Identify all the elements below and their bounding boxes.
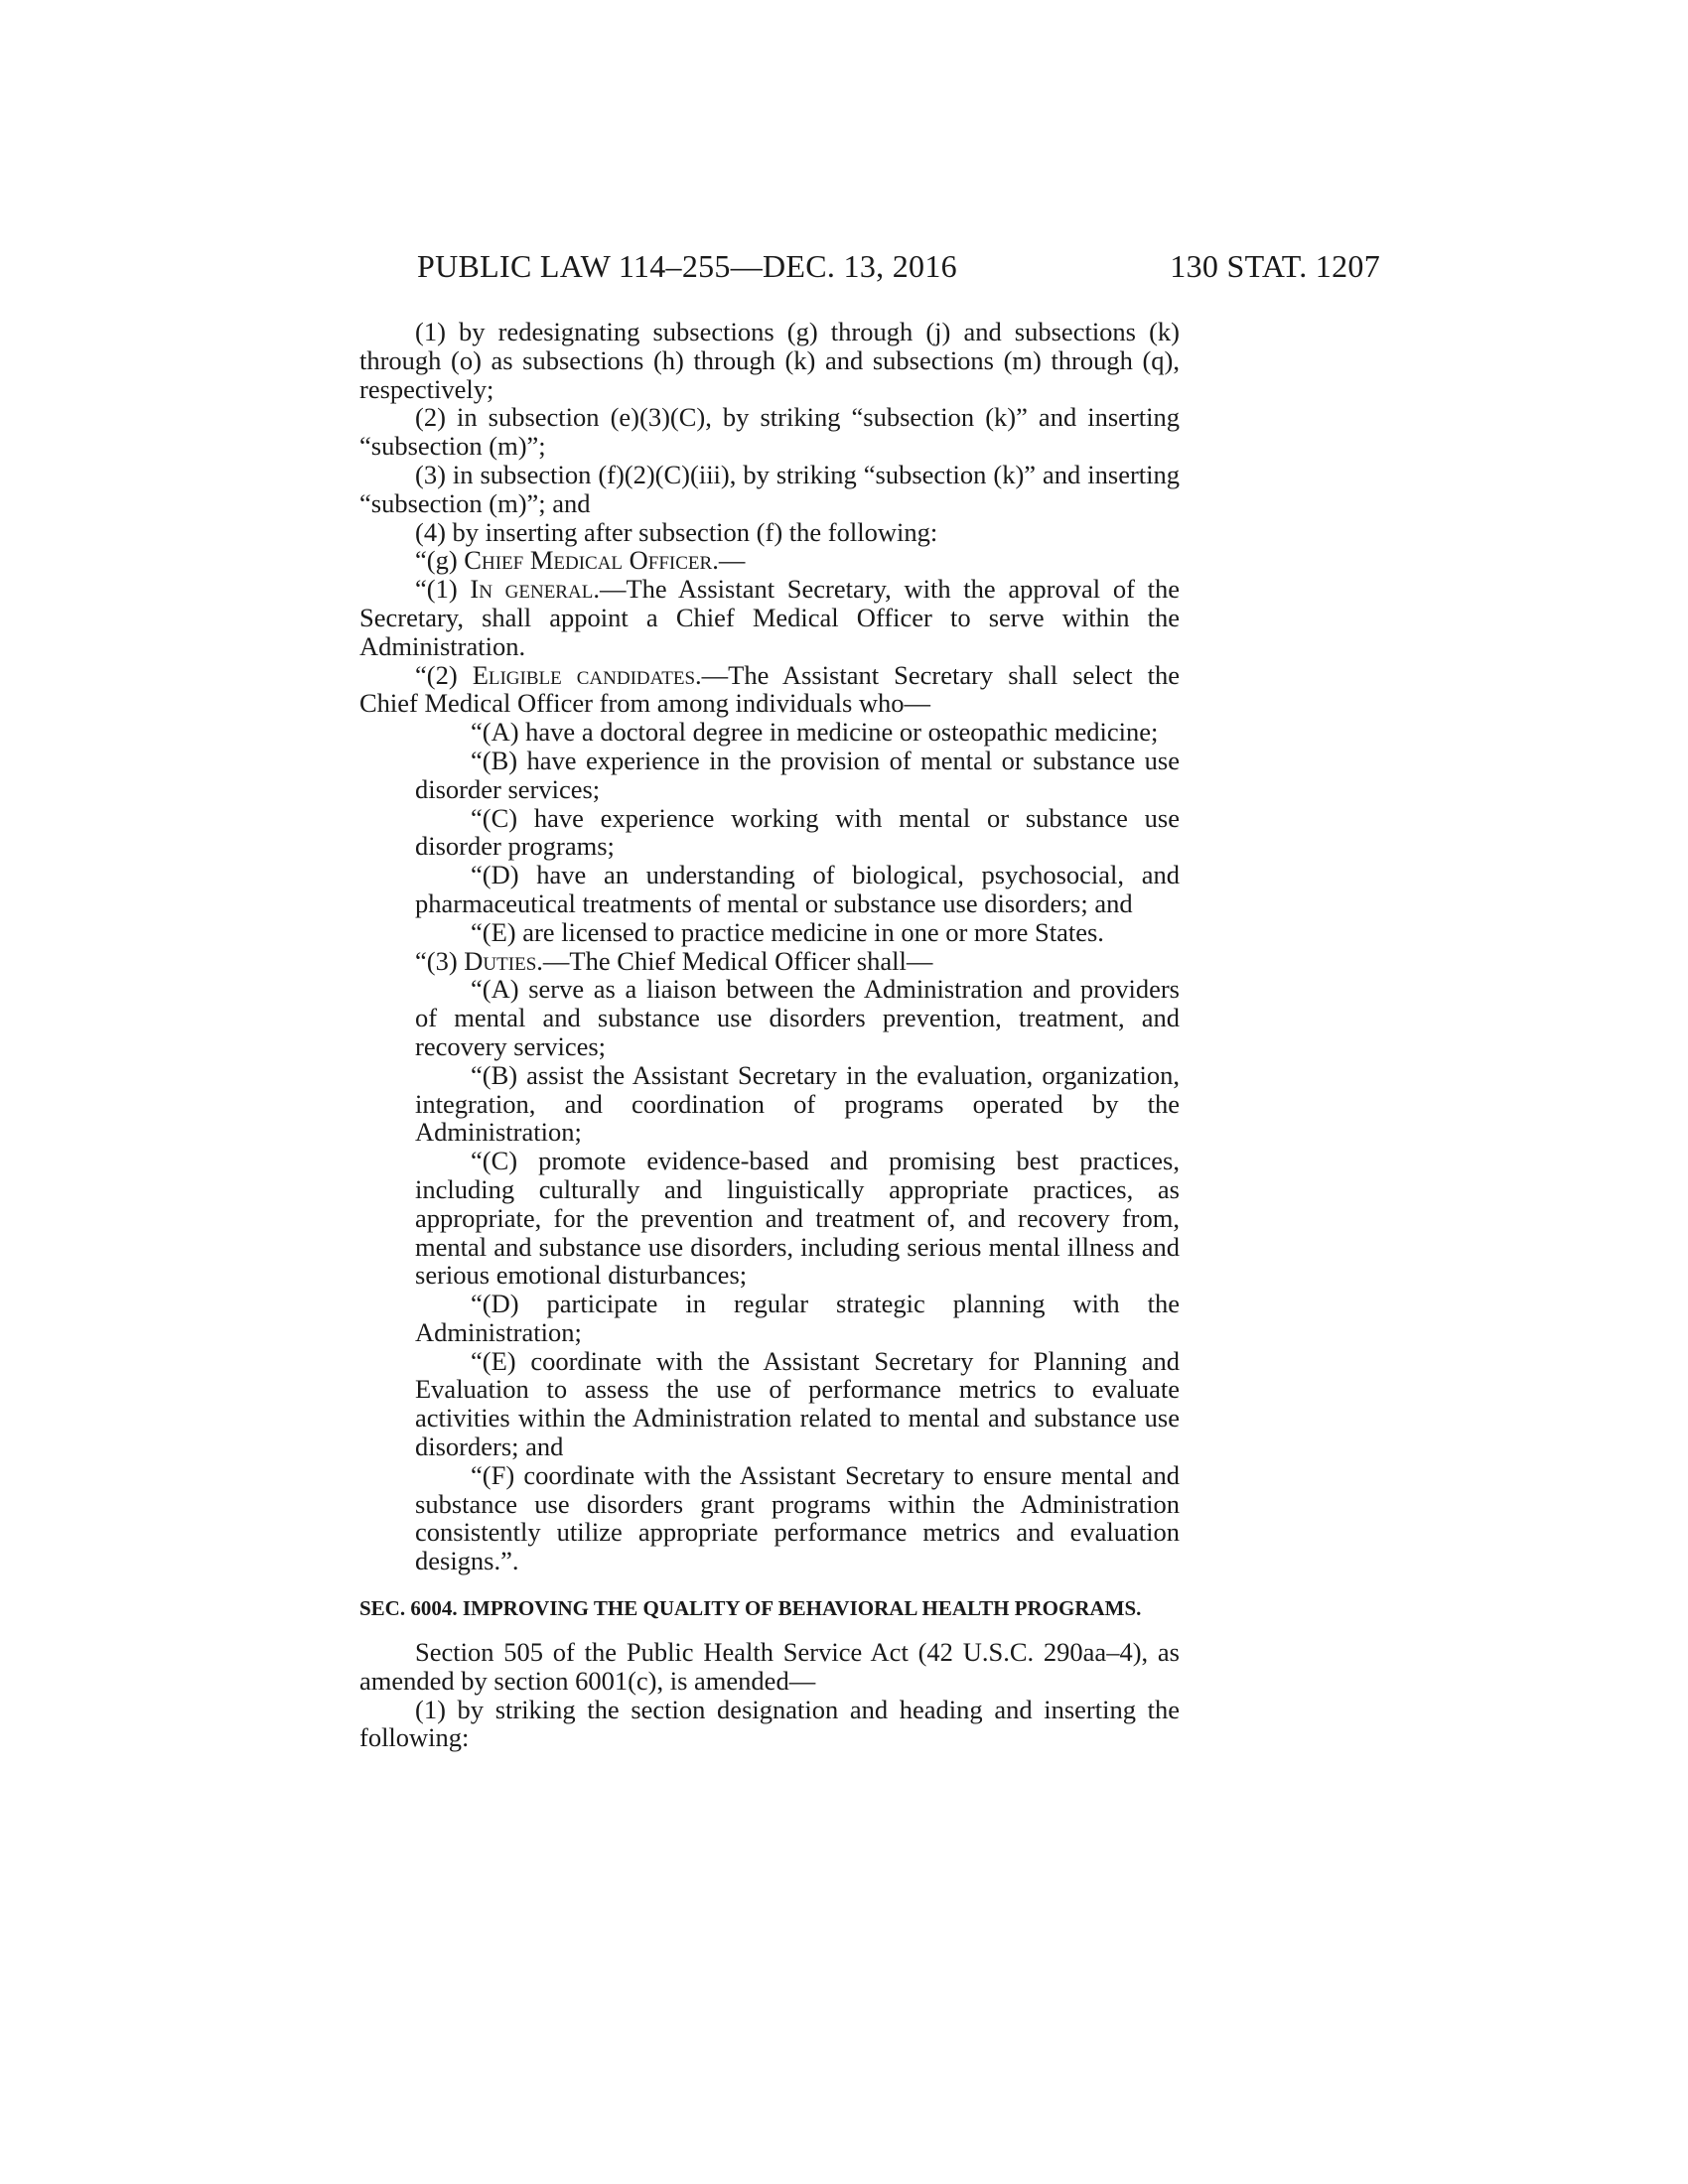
item-g2-C: “(C) have experience working with mental or substance use disorder programs; <box>415 802 1180 862</box>
page-body <box>359 318 1180 1752</box>
paragraph-g1 <box>359 575 1180 660</box>
running-head-title: PUBLIC LAW 114–255—DEC. 13, 2016 <box>417 248 957 284</box>
item-g2-E: “(E) are licensed to practice medicine in one or more States. <box>471 916 1104 947</box>
g2-lead: “(2) <box>415 659 473 690</box>
item-g3-B: “(B) assist the Assistant Secretary in the evaluation, organization, integration, and coordination of programs operated by the Administration; <box>415 1059 1180 1148</box>
paragraph-g3 <box>359 947 1180 976</box>
item-g3-C: “(C) promote evidence-based and promising best practices, including culturally and linguistically appropriate practices, as appropriate, for the prevention and treatment of, and recovery from, mental and substance use disorders, including serious mental illness and serious emotional disturbances; <box>415 1146 1180 1291</box>
g1-text: .—The Assistant Secretary, with the approval of the Secretary, shall appoint a Chief Medical Officer to serve within the Administration. <box>359 574 1180 661</box>
subsection-g-dash: .— <box>712 545 746 576</box>
section-paragraph-2: (1) by striking the section designation and heading and inserting the following: <box>359 1694 1180 1753</box>
g3-heading: Duties <box>464 945 537 976</box>
g3-text: .—The Chief Medical Officer shall— <box>536 945 933 976</box>
section-heading: SEC. 6004. IMPROVING THE QUALITY OF BEHAVIORAL HEALTH PROGRAMS. <box>359 1596 1142 1621</box>
item-g3-A: “(A) serve as a liaison between the Administration and providers of mental and substance use disorders prevention, treatment, and recovery services; <box>415 974 1180 1061</box>
g3-lead: “(3) <box>415 945 465 976</box>
g2-heading: Eligible candidates <box>472 659 696 690</box>
section-paragraph-1: Section 505 of the Public Health Service Act (42 U.S.C. 290aa–4), as amended by section 6001(c), is amended— <box>359 1637 1180 1696</box>
item-g2-A: “(A) have a doctoral degree in medicine or osteopathic medicine; <box>471 717 1159 748</box>
statute-page-number: 130 STAT. 1207 <box>1170 248 1380 284</box>
paragraph-g2 <box>359 661 1180 719</box>
subsection-g-title: Chief Medical Officer <box>464 545 713 576</box>
item-g3-D: “(D) participate in regular strategic planning with the Administration; <box>415 1289 1180 1347</box>
subsection-g-heading <box>359 546 1180 575</box>
page-header <box>357 248 1380 288</box>
item-g3-F: “(F) coordinate with the Assistant Secretary to ensure mental and substance use disorders grant programs within the Administration consistently utilize appropriate performance metrics and evaluation designs.”. <box>415 1459 1180 1576</box>
g1-heading: In general <box>470 574 594 605</box>
paragraph-2: (2) in subsection (e)(3)(C), by striking “subsection (k)” and inserting “subsection (m)”; <box>359 402 1180 462</box>
item-g2-B: “(B) have experience in the provision of mental or substance use disorder services; <box>415 745 1180 804</box>
g2-text: .—The Assistant Secretary shall select the Chief Medical Officer from among individuals who— <box>359 659 1180 719</box>
item-g3-E: “(E) coordinate with the Assistant Secretary for Planning and Evaluation to assess the use of performance metrics to evaluate activities within the Administration related to mental and substance use disorders; and <box>415 1345 1180 1462</box>
paragraph-3: (3) in subsection (f)(2)(C)(iii), by striking “subsection (k)” and inserting “subsection (m)”; and <box>359 459 1180 518</box>
paragraph-4: (4) by inserting after subsection (f) the following: <box>415 516 938 547</box>
g1-lead: “(1) <box>415 574 471 605</box>
subsection-g-lead: “(g) <box>415 545 465 576</box>
item-g2-D: “(D) have an understanding of biological, psychosocial, and pharmaceutical treatments of mental or substance use disorders; and <box>415 860 1180 918</box>
paragraph-1: (1) by redesignating subsections (g) through (j) and subsections (k) through (o) as subsections (h) through (k) and subsections (m) through (q), respectively; <box>359 317 1180 404</box>
